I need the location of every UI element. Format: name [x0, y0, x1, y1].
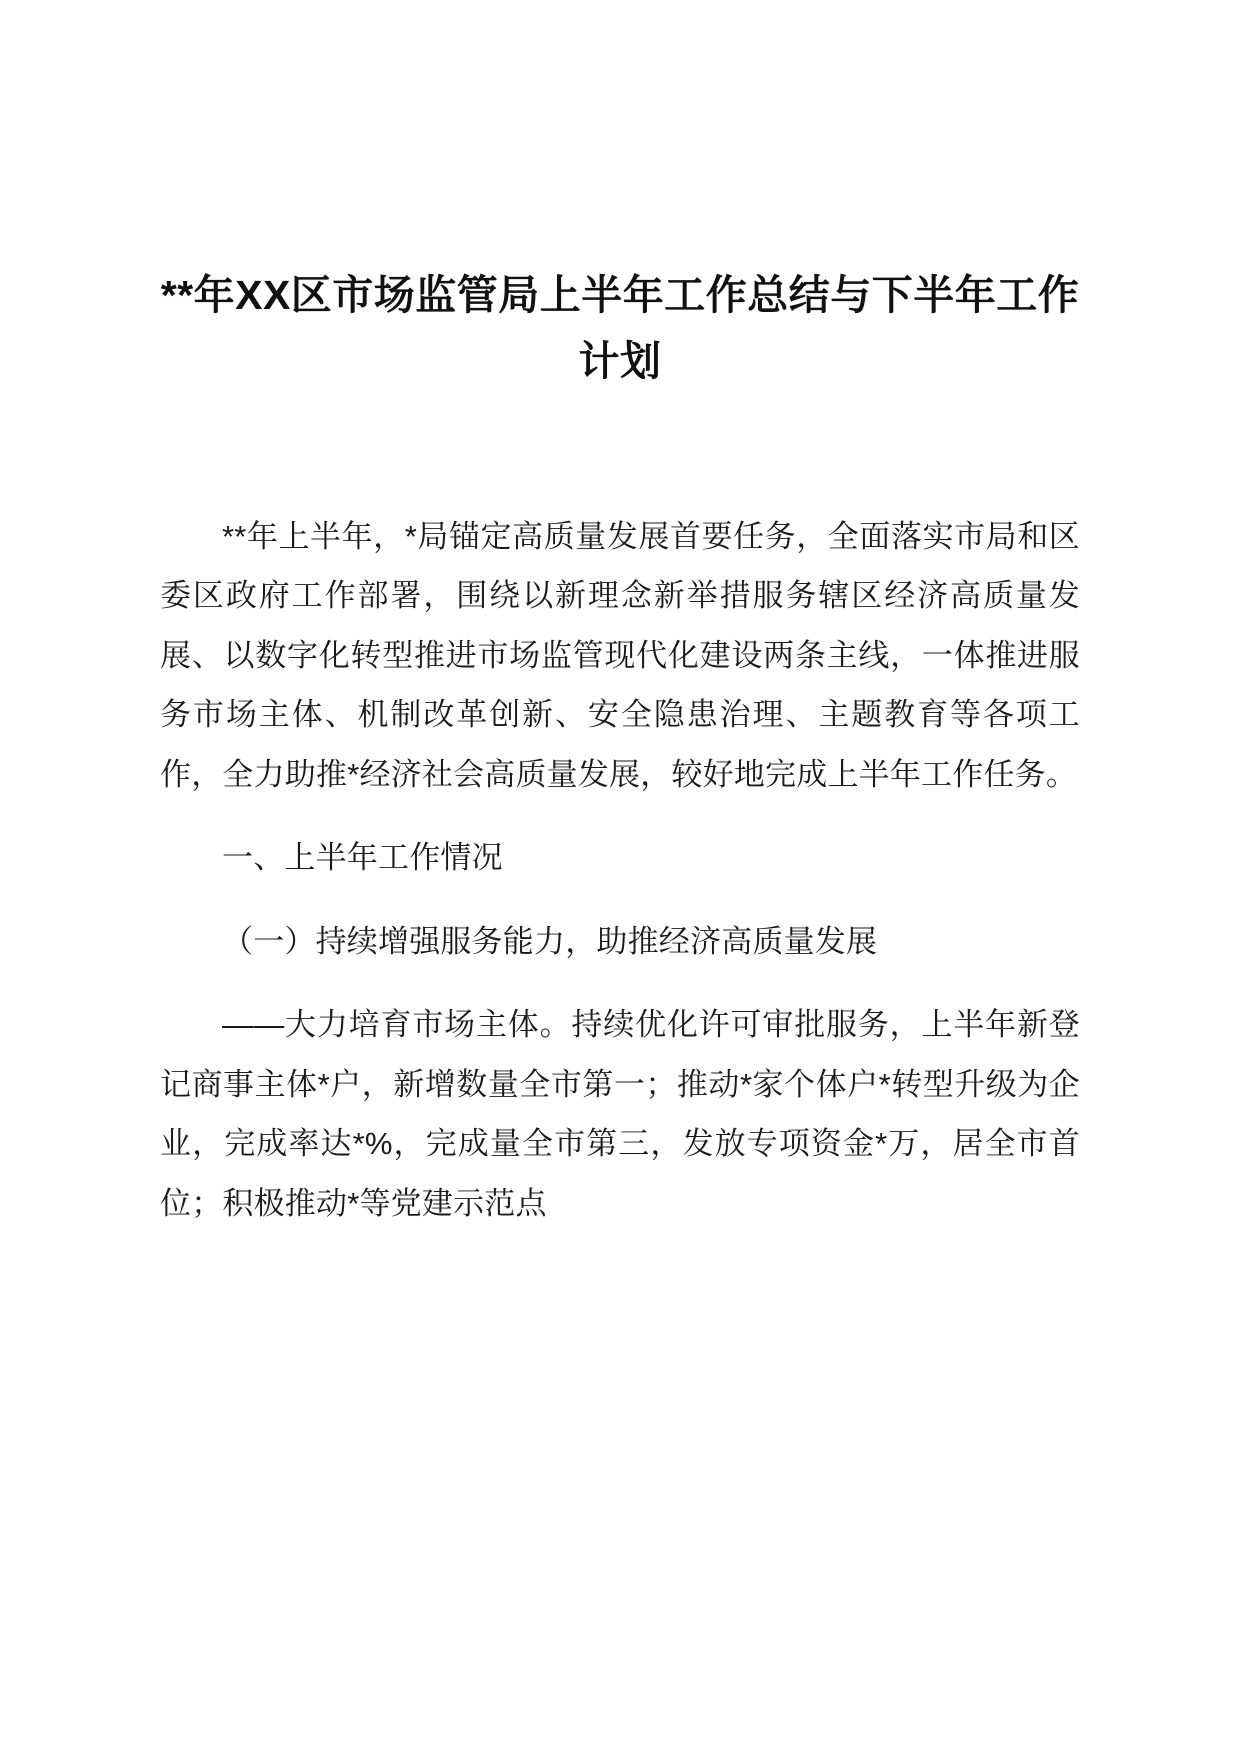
page-title: **年XX区市场监管局上半年工作总结与下半年工作计划 [160, 272, 1080, 385]
section-heading-1: 一、上半年工作情况 [222, 840, 503, 876]
subsection-heading-1-1: （一）持续增强服务能力，助推经济高质量发展 [222, 923, 878, 959]
title-spacer [160, 395, 1080, 507]
paragraph-intro: **年上半年，*局锚定高质量发展首要任务，全面落实市局和区委区政府工作部署，围绕以新理念新举措服务辖区经济高质量发展、以数字化转型推进市场监管现代化建设两条主线，一体推进服务市场主体、机制改革创新、安全隐患治理、主题教育等各项工作，全力助推*经济社会高质量发展，较好地完成上半年工作任务。 [160, 518, 1080, 792]
document-content [160, 262, 1080, 1233]
paragraph-item-1: ——大力培育市场主体。持续优化许可审批服务，上半年新登记商事主体*户，新增数量全市第一；推动*家个体户*转型升级为企业，完成率达*%，完成量全市第三，发放专项资金*万，居全市首位；积极推动*等党建示范点 [160, 1007, 1080, 1221]
